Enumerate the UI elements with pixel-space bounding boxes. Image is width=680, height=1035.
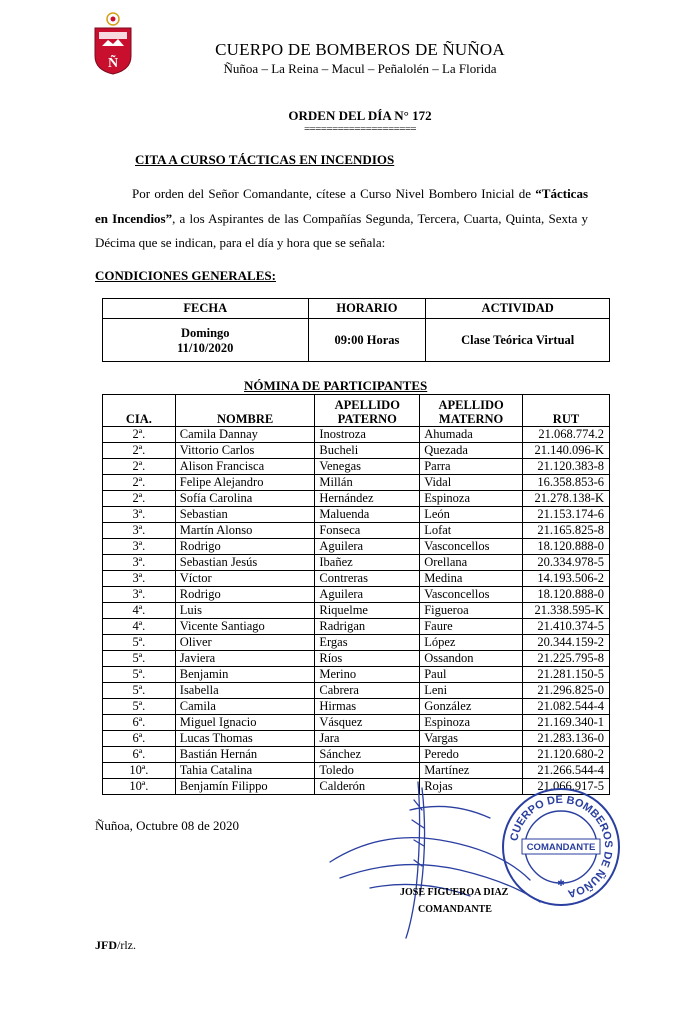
- cell-cia: 3ª.: [103, 539, 176, 555]
- cell-apellido-materno: Vargas: [420, 731, 523, 747]
- cell-cia: 10ª.: [103, 779, 176, 795]
- cell-cia: 2ª.: [103, 459, 176, 475]
- org-name: CUERPO DE BOMBEROS DE ÑUÑOA: [215, 40, 505, 59]
- cell-cia: 2ª.: [103, 427, 176, 443]
- org-communes: Ñuñoa – La Reina – Macul – Peñalolén – La Florida: [223, 61, 497, 76]
- cell-cia: 5ª.: [103, 651, 176, 667]
- intro-text-2: , a los Aspirantes de las Compañías Segunda, Tercera, Cuarta, Quinta, Sexta y Décima que se indican, para el día y hora que se señala:: [95, 210, 588, 250]
- cell-apellido-materno: Faure: [420, 619, 523, 635]
- cell-apellido-materno: Peredo: [420, 747, 523, 763]
- cell-cia: 3ª.: [103, 555, 176, 571]
- cell-apellido-paterno: Millán: [315, 475, 420, 491]
- cell-nombre: Martín Alonso: [175, 523, 315, 539]
- cell-nombre: Sebastian: [175, 507, 315, 523]
- cell-apellido-paterno: Hirmas: [315, 699, 420, 715]
- cell-apellido-materno: Vasconcellos: [420, 539, 523, 555]
- cell-cia: 5ª.: [103, 635, 176, 651]
- table-row: [103, 491, 610, 507]
- cell-apellido-paterno: Vásquez: [315, 715, 420, 731]
- table-row: [103, 619, 610, 635]
- cell-apellido-materno: Quezada: [420, 443, 523, 459]
- conditions-fecha-date: 11/10/2020: [177, 341, 234, 355]
- cell-apellido-paterno: Ríos: [315, 651, 420, 667]
- table-row: [103, 539, 610, 555]
- cell-apellido-paterno: Jara: [315, 731, 420, 747]
- table-row: [103, 763, 610, 779]
- cell-apellido-paterno: Hernández: [315, 491, 420, 507]
- conditions-fecha-day: Domingo: [180, 326, 230, 340]
- cell-nombre: Benjamin: [175, 667, 315, 683]
- table-row: [103, 603, 610, 619]
- cell-rut: 21.120.383-8: [523, 459, 610, 475]
- cell-rut: 21.338.595-K: [523, 603, 610, 619]
- signer-name: JOSE FIGUEROA DIAZ: [400, 887, 509, 898]
- cell-rut: 20.344.159-2: [523, 635, 610, 651]
- cell-cia: 2ª.: [103, 491, 176, 507]
- cell-rut: 21.266.544-4: [523, 763, 610, 779]
- cell-apellido-paterno: Inostroza: [315, 427, 420, 443]
- cell-rut: 21.066.917-5: [523, 779, 610, 795]
- cell-cia: 2ª.: [103, 443, 176, 459]
- cell-nombre: Rodrigo: [175, 539, 315, 555]
- cell-rut: 21.225.795-8: [523, 651, 610, 667]
- cell-apellido-materno: Lofat: [420, 523, 523, 539]
- cell-nombre: Sebastian Jesús: [175, 555, 315, 571]
- stamp-center-text: COMANDANTE: [526, 842, 596, 853]
- cell-apellido-materno: Rojas: [420, 779, 523, 795]
- initials-typist: /rlz.: [117, 938, 136, 952]
- table-row: [103, 555, 610, 571]
- cell-cia: 2ª.: [103, 475, 176, 491]
- conditions-title: CONDICIONES GENERALES:: [95, 268, 276, 283]
- cell-apellido-materno: Ahumada: [420, 427, 523, 443]
- cell-nombre: Bastián Hernán: [175, 747, 315, 763]
- cell-apellido-materno: Martínez: [420, 763, 523, 779]
- cell-nombre: Vittorio Carlos: [175, 443, 315, 459]
- cell-apellido-materno: Ossandon: [420, 651, 523, 667]
- cell-apellido-paterno: Bucheli: [315, 443, 420, 459]
- cell-nombre: Javiera: [175, 651, 315, 667]
- cell-apellido-paterno: Venegas: [315, 459, 420, 475]
- intro-course-name: “Tácticas en Incendios”: [95, 186, 589, 226]
- cell-cia: 5ª.: [103, 699, 176, 715]
- table-row: [103, 667, 610, 683]
- cell-rut: 21.153.174-6: [523, 507, 610, 523]
- cell-rut: 21.283.136-0: [523, 731, 610, 747]
- cell-nombre: Sofía Carolina: [175, 491, 315, 507]
- cell-apellido-materno: González: [420, 699, 523, 715]
- cell-apellido-materno: Orellana: [420, 555, 523, 571]
- cell-nombre: Vicente Santiago: [175, 619, 315, 635]
- cell-rut: 18.120.888-0: [523, 539, 610, 555]
- header-materno-line1: APELLIDO: [438, 398, 504, 412]
- conditions-header-actividad: ACTIVIDAD: [426, 299, 610, 319]
- cell-apellido-materno: Medina: [420, 571, 523, 587]
- cell-nombre: Luis: [175, 603, 315, 619]
- cell-rut: 21.165.825-8: [523, 523, 610, 539]
- cell-apellido-paterno: Maluenda: [315, 507, 420, 523]
- cell-nombre: Camila Dannay: [175, 427, 315, 443]
- table-row: [103, 443, 610, 459]
- cell-cia: 6ª.: [103, 747, 176, 763]
- signer-title: COMANDANTE: [418, 904, 492, 915]
- cell-apellido-materno: Leni: [420, 683, 523, 699]
- cell-cia: 4ª.: [103, 603, 176, 619]
- cell-cia: 5ª.: [103, 683, 176, 699]
- table-row: [103, 459, 610, 475]
- cell-nombre: Lucas Thomas: [175, 731, 315, 747]
- table-row: [103, 475, 610, 491]
- header-paterno-line1: APELLIDO: [334, 398, 400, 412]
- conditions-table: [102, 298, 610, 362]
- cell-cia: 3ª.: [103, 523, 176, 539]
- cell-rut: 21.169.340-1: [523, 715, 610, 731]
- header-apellido-materno: [420, 395, 523, 427]
- section-title: CITA A CURSO TÁCTICAS EN INCENDIOS: [135, 152, 395, 167]
- table-row: [103, 507, 610, 523]
- header-apellido-paterno: [315, 395, 420, 427]
- cell-apellido-materno: Figueroa: [420, 603, 523, 619]
- table-row: [103, 635, 610, 651]
- stamp-star-icon: ✱: [557, 879, 565, 889]
- table-row: [103, 571, 610, 587]
- cell-nombre: Miguel Ignacio: [175, 715, 315, 731]
- conditions-horario: 09:00 Horas: [308, 319, 426, 362]
- cell-nombre: Felipe Alejandro: [175, 475, 315, 491]
- document-initials: [95, 938, 136, 953]
- cell-apellido-paterno: Toledo: [315, 763, 420, 779]
- cell-apellido-materno: Espinoza: [420, 715, 523, 731]
- cell-apellido-paterno: Radrigan: [315, 619, 420, 635]
- cell-apellido-materno: Vasconcellos: [420, 587, 523, 603]
- conditions-actividad: Clase Teórica Virtual: [426, 319, 610, 362]
- intro-text-1: Por orden del Señor Comandante, cítese a Curso Nivel Bombero Inicial de: [132, 186, 532, 201]
- participants-title: NÓMINA DE PARTICIPANTES: [244, 378, 428, 393]
- cell-apellido-paterno: Cabrera: [315, 683, 420, 699]
- header-materno-line2: MATERNO: [438, 412, 504, 426]
- header-rut: RUT: [523, 395, 610, 427]
- cell-rut: 20.334.978-5: [523, 555, 610, 571]
- cell-apellido-materno: Espinoza: [420, 491, 523, 507]
- cell-rut: 21.278.138-K: [523, 491, 610, 507]
- table-row: [103, 427, 610, 443]
- cell-rut: 21.281.150-5: [523, 667, 610, 683]
- table-row: [103, 747, 610, 763]
- cell-rut: 21.068.774.2: [523, 427, 610, 443]
- cell-apellido-materno: Parra: [420, 459, 523, 475]
- order-title-rule: ====================: [303, 123, 417, 135]
- cell-apellido-materno: León: [420, 507, 523, 523]
- conditions-header-horario: HORARIO: [308, 299, 426, 319]
- intro-paragraph: [95, 182, 588, 256]
- cell-cia: 4ª.: [103, 619, 176, 635]
- cell-apellido-paterno: Fonseca: [315, 523, 420, 539]
- cell-apellido-paterno: Contreras: [315, 571, 420, 587]
- logo-letter: Ñ: [107, 56, 119, 71]
- header-nombre: NOMBRE: [175, 395, 315, 427]
- header-cia: CIA.: [103, 395, 176, 427]
- stamp-ring-text: CUERPO DE BOMBEROS DE ÑUÑOA: [508, 793, 615, 900]
- table-row: [103, 523, 610, 539]
- cell-nombre: Alison Francisca: [175, 459, 315, 475]
- cell-cia: 10ª.: [103, 763, 176, 779]
- participants-body: [103, 427, 610, 795]
- cell-nombre: Benjamín Filippo: [175, 779, 315, 795]
- cell-nombre: Tahia Catalina: [175, 763, 315, 779]
- cell-nombre: Camila: [175, 699, 315, 715]
- cell-nombre: Isabella: [175, 683, 315, 699]
- cell-rut: 21.410.374-5: [523, 619, 610, 635]
- cell-cia: 3ª.: [103, 587, 176, 603]
- cell-apellido-paterno: Calderón: [315, 779, 420, 795]
- cell-rut: 21.082.544-4: [523, 699, 610, 715]
- table-row: [103, 683, 610, 699]
- cell-apellido-paterno: Ibañez: [315, 555, 420, 571]
- cell-rut: 21.296.825-0: [523, 683, 610, 699]
- cell-rut: 21.120.680-2: [523, 747, 610, 763]
- cell-apellido-materno: López: [420, 635, 523, 651]
- cell-apellido-paterno: Ergas: [315, 635, 420, 651]
- cell-rut: 21.140.096-K: [523, 443, 610, 459]
- cell-cia: 5ª.: [103, 667, 176, 683]
- cell-rut: 18.120.888-0: [523, 587, 610, 603]
- cell-apellido-materno: Vidal: [420, 475, 523, 491]
- cell-apellido-materno: Paul: [420, 667, 523, 683]
- initials-author: JFD: [95, 938, 117, 952]
- participants-table: [102, 394, 610, 795]
- official-stamp-icon: [500, 786, 622, 908]
- table-row: [103, 715, 610, 731]
- cell-cia: 6ª.: [103, 715, 176, 731]
- cell-apellido-paterno: Sánchez: [315, 747, 420, 763]
- table-row: [103, 651, 610, 667]
- cell-nombre: Oliver: [175, 635, 315, 651]
- cell-cia: 3ª.: [103, 571, 176, 587]
- cell-nombre: Rodrigo: [175, 587, 315, 603]
- header-paterno-line2: PATERNO: [337, 412, 397, 426]
- cell-cia: 3ª.: [103, 507, 176, 523]
- cell-apellido-paterno: Riquelme: [315, 603, 420, 619]
- cell-cia: 6ª.: [103, 731, 176, 747]
- cell-nombre: Víctor: [175, 571, 315, 587]
- cell-apellido-paterno: Merino: [315, 667, 420, 683]
- participants-header-row: [103, 395, 610, 427]
- cell-apellido-paterno: Aguilera: [315, 587, 420, 603]
- table-row: [103, 731, 610, 747]
- cell-apellido-paterno: Aguilera: [315, 539, 420, 555]
- cell-rut: 14.193.506-2: [523, 571, 610, 587]
- table-row: [103, 587, 610, 603]
- order-title: ORDEN DEL DÍA N° 172: [288, 108, 432, 123]
- cell-rut: 16.358.853-6: [523, 475, 610, 491]
- conditions-fecha: [103, 319, 309, 362]
- conditions-header-fecha: FECHA: [103, 299, 309, 319]
- table-row: [103, 699, 610, 715]
- document-date: Ñuñoa, Octubre 08 de 2020: [95, 818, 240, 833]
